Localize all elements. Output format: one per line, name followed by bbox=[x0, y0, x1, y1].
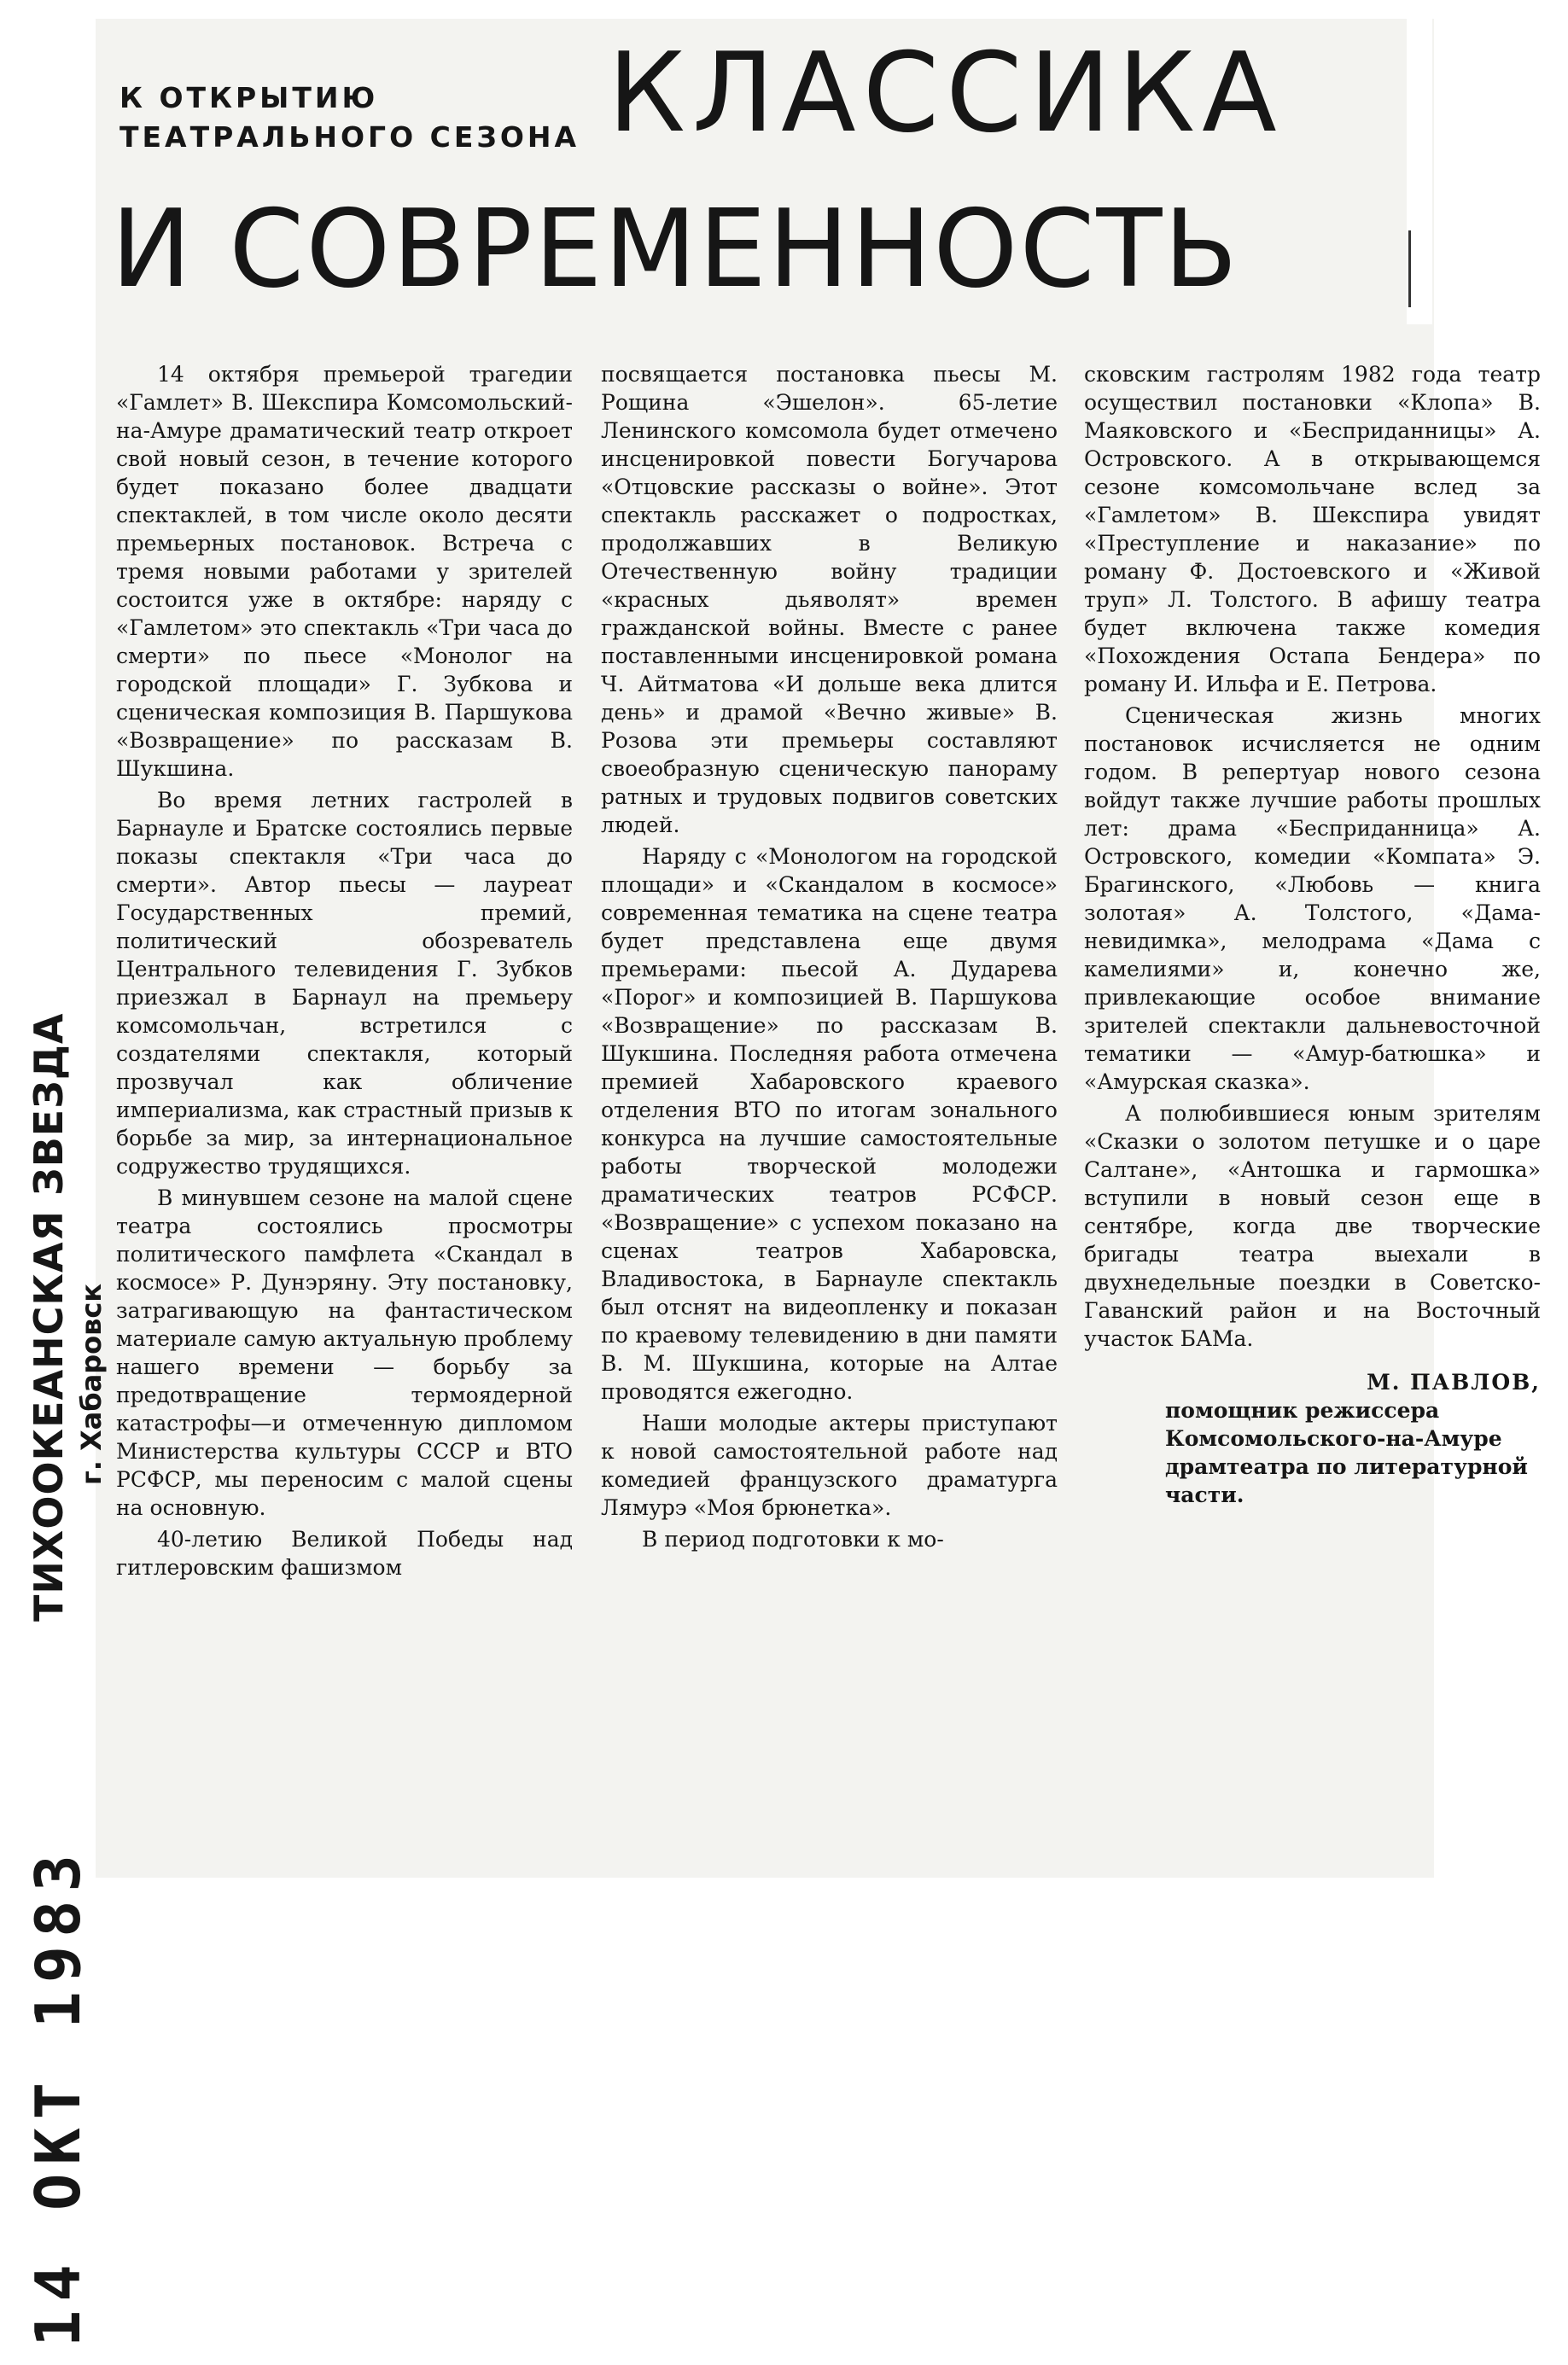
headline-right-rule bbox=[1408, 230, 1411, 307]
paragraph: Наряду с «Монологом на городской площади» и «Скандалом в космосе» современная тематика на сцене театра будет представлена еще двумя премьерами: пьесой А. Дударева «Порог» и композицией В. Паршукова «Возвращение» по рассказам В. Шукшина. Последняя работа отмечена премией Хабаровского краевого отделения ВТО по итогам зонального конкурса на лучшие самостоятельные работы творческой молодежи драматических театров РСФСР. «Возвращение» с успехом показано на сценах театров Хабаровска, Владивостока, в Барнауле спектакль был отснят на видеопленку и показан по краевому телевидению в дни памяти В. М. Шукшина, которые на Алтае проводятся ежегодно. bbox=[601, 844, 1058, 1404]
paragraph: сковским гастролям 1982 года театр осуществил постановки «Клопа» В. Маяковского и «Бесприданницы» А. Островского. А в открывающемся сезоне комсомольчане вслед за «Гамлетом» В. Шекспира увидят «Преступление и наказание» по роману Ф. Достоевского и «Живой труп» Л. Толстого. В афишу театра будет включена также комедия «Похождения Остапа Бендера» по роману И. Ильфа и Е. Петрова. bbox=[1084, 362, 1541, 696]
rubric-line-2: ТЕАТРАЛЬНОГО СЕЗОНА bbox=[119, 120, 580, 154]
city-stamp: г. Хабаровск bbox=[75, 1283, 108, 1485]
headline-line-1: КЛАССИКА bbox=[608, 30, 1284, 157]
signature bbox=[1084, 1368, 1541, 1509]
headline-line-2: И СОВРЕМЕННОСТЬ bbox=[111, 186, 1239, 312]
paragraph: 14 октября премьерой трагедии «Гамлет» В. Шекспира Комсомольский-на-Амуре драматический театр откроет свой новый сезон, в течение которого будет показано более двадцати спектаклей, в том числе около десяти премьерных постановок. Встреча с тремя новыми работами у зрителей состоится уже в октябре: наряду с «Гамлетом» это спектакль «Три часа до смерти» по пьесе «Монолог на городской площади» Г. Зубкова и сценическая композиция В. Паршукова «Возвращение» по рассказам В. Шукшина. bbox=[116, 362, 573, 781]
paragraph: В минувшем сезоне на малой сцене театра состоялись просмотры политического памфлета «Скандал в космосе» Р. Дунэряну. Эту постановку, затрагивающую на фантастическом материале самую актуальную проблему нашего времени — борьбу за предотвращение термоядерной катастрофы—и отмеченную дипломом Министерства культуры СССР и ВТО РСФСР, мы переносим с малой сцены на основную. bbox=[116, 1185, 573, 1520]
paragraph: А полюбившиеся юным зрителям «Сказки о золотом петушке и о царе Салтане», «Антошка и гармошка» вступили в новый сезон еще в сентябре, когда две творческие бригады театра выехали в двухнедельные поездки в Советско-Гаванский район и на Восточный участок БАМа. bbox=[1084, 1101, 1541, 1351]
article-column-3 bbox=[1084, 360, 1541, 1509]
rubric bbox=[119, 79, 580, 157]
newspaper-name-stamp: ТИХООКЕАНСКАЯ ЗВЕЗДА bbox=[26, 1012, 72, 1622]
paragraph: посвящается постановка пьесы М. Рощина «Эшелон». 65-летие Ленинского комсомола будет отмечено инсценировкой повести Богучарова «Отцовские рассказы о войне». Этот спектакль расскажет о подростках, продолжавших в Великую Отечественную войну традиции «красных дьяволят» времен гражданской войны. Вместе с ранее поставленными инсценировкой романа Ч. Айтматова «И дольше века длится день» и драмой «Вечно живые» В. Розова эти премьеры составляют своеобразную сценическую панораму ратных и трудовых подвигов советских людей. bbox=[601, 362, 1058, 837]
paragraph: Сценическая жизнь многих постановок исчисляется не одним годом. В репертуар нового сезона войдут также лучшие работы прошлых лет: драма «Бесприданница» А. Островского, комедии «Компата» Э. Брагинского, «Любовь — книга золотая» А. Толстого, «Дама-невидимка», мелодрама «Дама с камелиями» и, конечно же, привлекающие особое внимание зрителей спектакли дальневосточной тематики — «Амур-батюшка» и «Амурская сказка». bbox=[1084, 703, 1541, 1094]
paragraph: Наши молодые актеры приступают к новой самостоятельной работе над комедией французского драматурга Лямурэ «Моя брюнетка». bbox=[601, 1411, 1058, 1520]
article-column-2 bbox=[601, 360, 1058, 1553]
rubric-line-1: К ОТКРЫТИЮ bbox=[119, 81, 379, 114]
paragraph: В период подготовки к мо- bbox=[642, 1527, 944, 1552]
paragraph: Во время летних гастролей в Барнауле и Братске состоялись первые показы спектакля «Три часа до смерти». Автор пьесы — лауреат Государственных премий, политический обозреватель Центрального телевидения Г. Зубков приезжал в Барнаул на премьеру комсомольчан, встретился с создателями спектакля, который прозвучал как обличение империализма, как страстный призыв к борьбе за мир, за интернациональное содружество трудящихся. bbox=[116, 788, 573, 1179]
author-name: М. ПАВЛОВ, bbox=[1367, 1370, 1541, 1395]
date-stamp: 14 ОКТ 1983 bbox=[22, 1846, 94, 2347]
paragraph: 40-летию Великой Победы над гитлеровским фашизмом bbox=[116, 1527, 573, 1580]
author-role: помощник режиссера Комсомольского-на-Амуре драмтеатра по литературной части. bbox=[1165, 1398, 1528, 1507]
article-column-1 bbox=[116, 360, 573, 1582]
